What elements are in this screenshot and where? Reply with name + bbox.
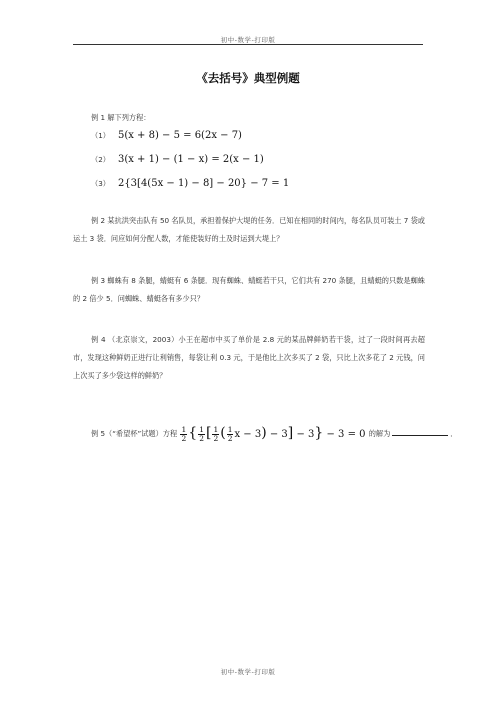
equation-text: 3(x + 1) − (1 − x) = 2(x − 1)	[117, 154, 264, 165]
equation-text: 2{3[4(5x − 1) − 8] − 20} − 7 = 1	[117, 178, 290, 189]
example-5-suffix: 的解为	[368, 429, 391, 438]
example-2: 例 2 某抗洪突击队有 50 名队员，承担着保护大堤的任务．已知在相同的时间内，每名队员可装土 7 袋或运土 3 袋．问应如何分配人数，才能使装好的土及时运到大堤上？	[73, 216, 425, 243]
example-4: 例 4 （北京崇文，2003）小王在超市中买了单价是 2.8 元的某品牌鲜奶若干袋，过了一段时间再去超市，发现这种鲜奶正进行让利销售，每袋让利 0.3 元，于是他比上次多买了 2 袋，只比上次多花了 2 元钱，问上次买了多少袋这样的鲜奶？	[73, 335, 425, 380]
example-5-equation: $\frac{1}{2}$ { $\frac{1}{2}$ [ $\frac{1}{2}$ ( $\frac{1}{2}$ x − 3) − 3] − 3} − 3 = 0	[181, 425, 369, 443]
page-footer: 初中-数学-打印版	[220, 668, 276, 676]
page-title: 《去括号》典型例题	[196, 71, 300, 85]
example-5-end: ．	[450, 429, 458, 438]
equation-label: （2）	[91, 155, 110, 164]
page-header: 初中-数学-打印版	[220, 36, 276, 44]
example-1-equation-2	[91, 154, 264, 165]
example-3: 例 3 蜘蛛有 8 条腿，蜻蜓有 6 条腿．现有蜘蛛、蜻蜓若干只，它们共有 270 条腿，且蜻蜓的只数是蜘蛛的 2 倍少 5．问蜘蛛、蜻蜓各有多少只？	[73, 276, 425, 303]
example-5	[91, 425, 457, 443]
equation-text: 5(x + 8) − 5 = 6(2x − 7)	[117, 130, 242, 141]
equation-label: （3）	[91, 179, 110, 188]
example-5-prefix: 例 5（“希望杯”试题）方程	[91, 429, 178, 438]
example-1-equation-1	[91, 130, 242, 141]
equation-label: （1）	[91, 131, 110, 140]
header-rule	[73, 44, 423, 45]
example-1-equation-3	[91, 178, 289, 189]
answer-blank	[392, 435, 448, 436]
example-1-intro: 例 1 解下列方程：	[91, 113, 151, 122]
